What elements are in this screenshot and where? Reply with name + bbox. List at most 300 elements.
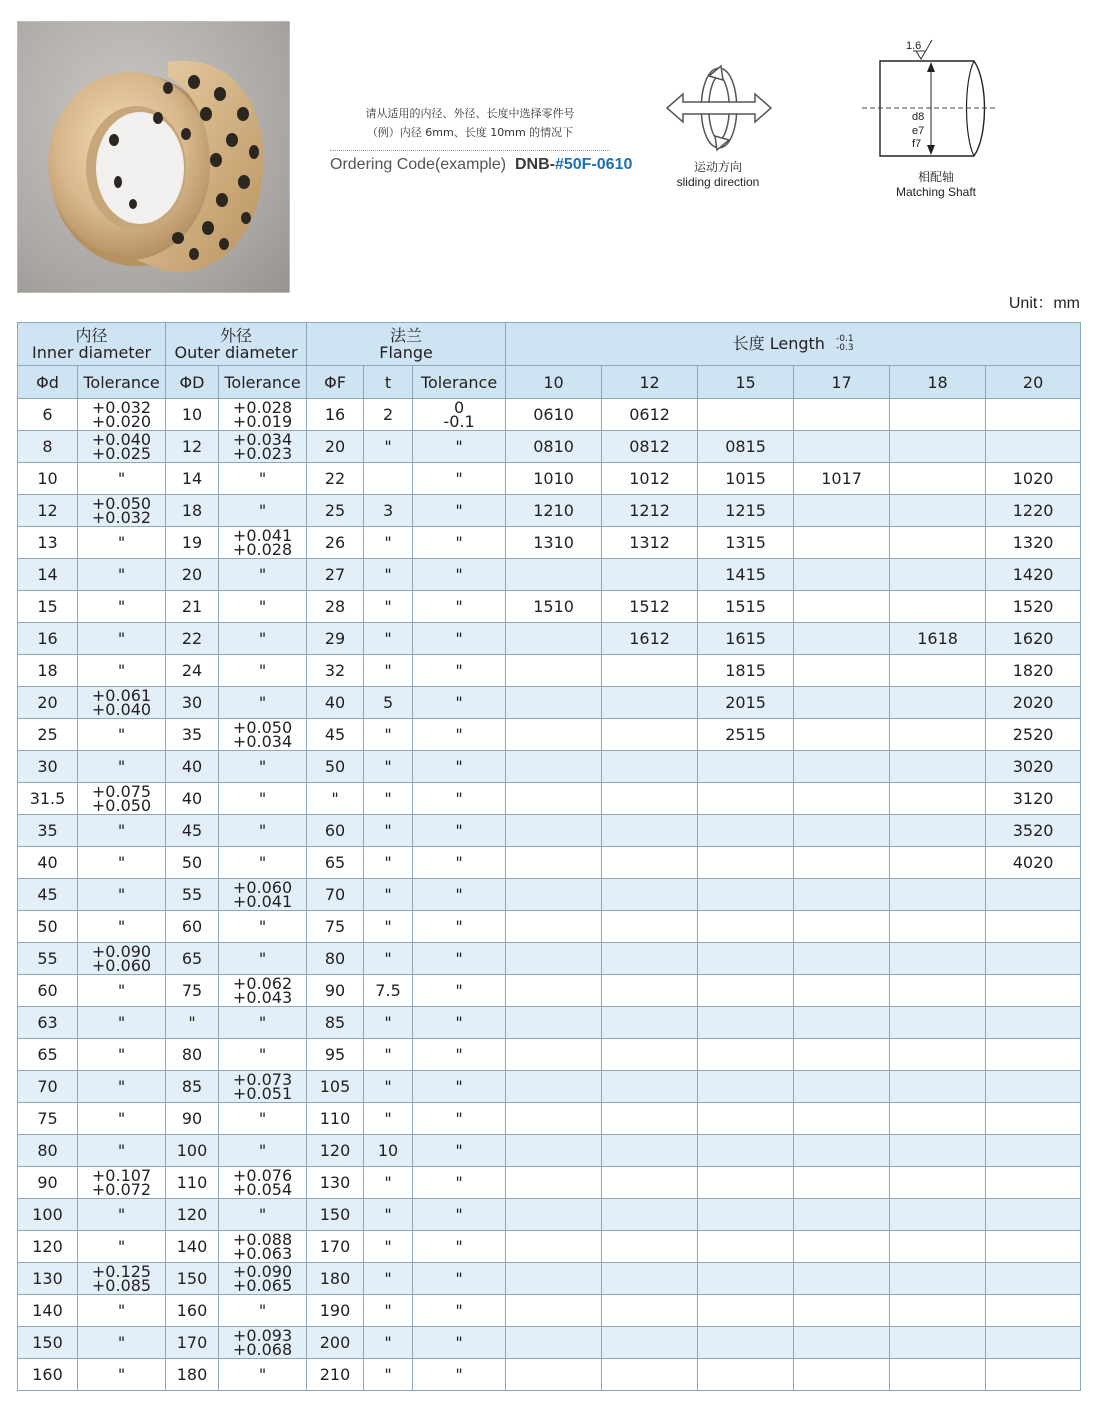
part-number-cell: 1212 — [602, 495, 698, 527]
flange-tolerance-cell — [413, 495, 506, 527]
table-row — [18, 1263, 1081, 1295]
part-number-cell — [794, 559, 890, 591]
outer-tolerance-cell — [219, 1199, 307, 1231]
inner-tolerance-cell — [78, 655, 166, 687]
inner-diameter-cell: 30 — [18, 751, 78, 783]
part-number-cell — [602, 1167, 698, 1199]
flange-thickness-cell: " — [364, 431, 413, 463]
inner-tolerance-cell-value: " — [117, 629, 126, 648]
part-number-cell: 1420 — [986, 559, 1081, 591]
flange-thickness-cell: " — [364, 1295, 413, 1327]
part-number-cell — [698, 1135, 794, 1167]
part-number-cell — [506, 687, 602, 719]
part-number-cell — [602, 1199, 698, 1231]
inner-tolerance-cell-value: +0.090 — [91, 941, 152, 961]
inner-tolerance-cell-value: " — [117, 661, 126, 680]
outer-diameter-cell: 30 — [166, 687, 219, 719]
column-header: Tolerance — [219, 366, 307, 399]
flange-tolerance-cell-value: " — [455, 1013, 463, 1032]
flange-tolerance-cell-value: 0 — [453, 397, 465, 417]
outer-diameter-cell: 10 — [166, 399, 219, 431]
inner-tolerance-cell-value: " — [117, 1237, 126, 1256]
inner-tolerance-cell — [78, 751, 166, 783]
part-number-cell — [794, 1231, 890, 1263]
part-number-cell — [890, 687, 986, 719]
part-number-cell — [602, 1231, 698, 1263]
flange-diameter-cell: 25 — [307, 495, 364, 527]
outer-diameter-cell: 150 — [166, 1263, 219, 1295]
part-number-cell — [602, 911, 698, 943]
inner-tolerance-cell-value: +0.020 — [91, 411, 152, 431]
flange-tolerance-cell-value: " — [455, 1045, 463, 1064]
part-number-cell — [986, 431, 1081, 463]
roughness-value: 1.6 — [906, 40, 922, 52]
table-row — [18, 943, 1081, 975]
fit-f7: f7 — [912, 138, 922, 150]
inner-tolerance-cell-value: +0.032 — [91, 397, 152, 417]
flange-diameter-cell: 85 — [307, 1007, 364, 1039]
inner-tolerance-cell — [78, 559, 166, 591]
part-number-cell — [506, 783, 602, 815]
part-number-cell — [890, 431, 986, 463]
part-number-cell — [698, 399, 794, 431]
part-number-cell: 2515 — [698, 719, 794, 751]
flange-tolerance-cell — [413, 1071, 506, 1103]
outer-tolerance-cell-value: " — [258, 1365, 267, 1384]
outer-tolerance-cell-value: " — [258, 1013, 267, 1032]
part-number-cell — [890, 1103, 986, 1135]
part-number-cell: 1020 — [986, 463, 1081, 495]
flange-tolerance-cell — [413, 463, 506, 495]
table-row — [18, 1327, 1081, 1359]
part-number-cell: 1510 — [506, 591, 602, 623]
outer-tolerance-cell-value: +0.028 — [232, 397, 293, 417]
flange-tolerance-cell-value: " — [455, 597, 463, 616]
part-number-cell — [890, 655, 986, 687]
inner-tolerance-cell-value: " — [117, 1077, 126, 1096]
flange-thickness-cell: " — [364, 1231, 413, 1263]
flange-diameter-cell: 32 — [307, 655, 364, 687]
outer-diameter-cell: 180 — [166, 1359, 219, 1391]
inner-diameter-cell: 90 — [18, 1167, 78, 1199]
part-number-cell: 1012 — [602, 463, 698, 495]
inner-tolerance-cell-value: " — [117, 1333, 126, 1352]
inner-tolerance-cell-value: +0.061 — [91, 685, 152, 705]
outer-tolerance-cell — [219, 623, 307, 655]
part-number-cell: 0815 — [698, 431, 794, 463]
part-number-cell — [506, 623, 602, 655]
outer-tolerance-cell — [219, 1263, 307, 1295]
inner-tolerance-cell-value: " — [117, 1109, 126, 1128]
outer-tolerance-cell-value: +0.023 — [232, 443, 293, 463]
outer-tolerance-cell — [219, 1327, 307, 1359]
flange-thickness-cell: 3 — [364, 495, 413, 527]
part-number-cell: 1615 — [698, 623, 794, 655]
part-number-cell — [506, 1263, 602, 1295]
inner-tolerance-cell-value: +0.040 — [91, 429, 152, 449]
inner-diameter-cell: 18 — [18, 655, 78, 687]
part-number-cell — [602, 1135, 698, 1167]
outer-tolerance-cell — [219, 783, 307, 815]
table-row — [18, 1103, 1081, 1135]
outer-diameter-cell: 120 — [166, 1199, 219, 1231]
matching-shaft-caption — [856, 170, 1016, 200]
outer-diameter-cell: 14 — [166, 463, 219, 495]
flange-tolerance-cell — [413, 527, 506, 559]
outer-tolerance-cell — [219, 975, 307, 1007]
part-number-cell: 1010 — [506, 463, 602, 495]
part-number-cell — [506, 1295, 602, 1327]
outer-tolerance-cell-value: +0.041 — [232, 891, 293, 911]
flange-tolerance-cell — [413, 975, 506, 1007]
column-header: ΦD — [166, 366, 219, 399]
part-number-cell — [794, 591, 890, 623]
outer-tolerance-cell-value: " — [258, 949, 267, 968]
flange-thickness-cell: " — [364, 943, 413, 975]
part-number-cell — [506, 1231, 602, 1263]
outer-diameter-cell: 45 — [166, 815, 219, 847]
inner-tolerance-cell — [78, 815, 166, 847]
part-number-cell: 1820 — [986, 655, 1081, 687]
part-number-cell — [890, 559, 986, 591]
outer-diameter-cell: 21 — [166, 591, 219, 623]
part-number-cell — [986, 1039, 1081, 1071]
part-number-cell — [890, 879, 986, 911]
inner-diameter-cell: 75 — [18, 1103, 78, 1135]
outer-tolerance-cell — [219, 1007, 307, 1039]
inner-tolerance-cell-value: +0.025 — [91, 443, 152, 463]
outer-diameter-cell: 40 — [166, 751, 219, 783]
flange-tolerance-cell — [413, 815, 506, 847]
outer-tolerance-cell-value: +0.041 — [232, 525, 293, 545]
inner-tolerance-cell-value: " — [117, 1365, 126, 1384]
outer-tolerance-cell-value: " — [258, 1109, 267, 1128]
inner-tolerance-cell — [78, 911, 166, 943]
ordering-code-value: #50F-0610 — [554, 156, 633, 173]
flange-thickness-cell: " — [364, 751, 413, 783]
inner-tolerance-cell — [78, 1327, 166, 1359]
flange-tolerance-cell — [413, 687, 506, 719]
outer-tolerance-cell — [219, 719, 307, 751]
part-number-cell — [890, 815, 986, 847]
length-label: 长度 Length — [732, 333, 825, 353]
outer-diameter-cell: 12 — [166, 431, 219, 463]
matching-shaft — [856, 36, 1016, 199]
inner-diameter-cell: 35 — [18, 815, 78, 847]
part-number-cell — [794, 847, 890, 879]
matching-shaft-en: Matching Shaft — [895, 185, 977, 199]
inner-tolerance-cell-value: " — [117, 1141, 126, 1160]
outer-tolerance-cell — [219, 1039, 307, 1071]
part-number-cell — [794, 1007, 890, 1039]
part-number-cell — [698, 1327, 794, 1359]
inner-diameter-cell: 70 — [18, 1071, 78, 1103]
flange-tolerance-cell — [413, 431, 506, 463]
table-row — [18, 399, 1081, 431]
flange-tolerance-cell-value: " — [455, 1141, 463, 1160]
outer-tolerance-cell-value: " — [258, 597, 267, 616]
part-number-cell — [986, 1327, 1081, 1359]
outer-diameter-cell: 100 — [166, 1135, 219, 1167]
outer-diameter-cell: 35 — [166, 719, 219, 751]
part-number-cell: 1618 — [890, 623, 986, 655]
part-number-cell — [794, 527, 890, 559]
part-number-cell: 0812 — [602, 431, 698, 463]
inner-diameter-cell: 12 — [18, 495, 78, 527]
part-number-cell — [602, 1071, 698, 1103]
flange-diameter-cell: 50 — [307, 751, 364, 783]
inner-tolerance-cell-value: +0.125 — [91, 1261, 152, 1281]
inner-tolerance-cell — [78, 463, 166, 495]
flange-diameter-cell: 190 — [307, 1295, 364, 1327]
outer-tolerance-cell-value: " — [258, 501, 267, 520]
outer-tolerance-cell-value: " — [258, 789, 267, 808]
flange-thickness-cell: " — [364, 847, 413, 879]
inner-diameter-cell: 100 — [18, 1199, 78, 1231]
part-number-cell — [698, 1231, 794, 1263]
part-number-cell: 1015 — [698, 463, 794, 495]
flange-tolerance-cell — [413, 1039, 506, 1071]
column-header: Φd — [18, 366, 78, 399]
part-number-cell — [698, 911, 794, 943]
flange-diameter-cell: 29 — [307, 623, 364, 655]
inner-diameter-cell: 120 — [18, 1231, 78, 1263]
part-number-cell — [506, 559, 602, 591]
flange-diameter-cell: 45 — [307, 719, 364, 751]
part-number-cell — [794, 943, 890, 975]
flange-diameter-cell: 40 — [307, 687, 364, 719]
table-row — [18, 1359, 1081, 1391]
table-row — [18, 559, 1081, 591]
table-row — [18, 527, 1081, 559]
part-number-cell: 2015 — [698, 687, 794, 719]
outer-tolerance-cell-value: " — [258, 693, 267, 712]
inner-diameter-cell: 13 — [18, 527, 78, 559]
table-row — [18, 431, 1081, 463]
part-number-cell — [794, 751, 890, 783]
inner-tolerance-cell-value: " — [117, 821, 126, 840]
inner-tolerance-cell-value: " — [117, 757, 126, 776]
part-number-cell — [986, 1359, 1081, 1391]
part-number-cell — [890, 495, 986, 527]
flange-diameter-cell: 210 — [307, 1359, 364, 1391]
part-number-cell: 1620 — [986, 623, 1081, 655]
inner-tolerance-cell-value: +0.085 — [91, 1275, 152, 1295]
inner-diameter-cell: 31.5 — [18, 783, 78, 815]
part-number-cell: 1315 — [698, 527, 794, 559]
inner-tolerance-cell — [78, 1199, 166, 1231]
flange-tolerance-cell-value: " — [455, 1301, 463, 1320]
flange-tolerance-cell — [413, 719, 506, 751]
flange-tolerance-cell — [413, 1263, 506, 1295]
outer-diameter-header — [166, 323, 307, 366]
table-row — [18, 815, 1081, 847]
part-number-cell — [794, 1263, 890, 1295]
part-number-cell — [986, 399, 1081, 431]
outer-diameter-cell: 50 — [166, 847, 219, 879]
part-number-cell — [986, 1295, 1081, 1327]
flange-diameter-cell: 180 — [307, 1263, 364, 1295]
flange-tolerance-cell — [413, 655, 506, 687]
part-number-cell — [506, 1039, 602, 1071]
part-number-cell: 3120 — [986, 783, 1081, 815]
part-number-cell — [890, 1295, 986, 1327]
flange-tolerance-cell — [413, 1231, 506, 1263]
flange-diameter-cell: 20 — [307, 431, 364, 463]
inner-diameter-cell: 65 — [18, 1039, 78, 1071]
flange-tolerance-cell-value: " — [455, 1077, 463, 1096]
part-number-cell: 1210 — [506, 495, 602, 527]
outer-diameter-cell: 110 — [166, 1167, 219, 1199]
flange-diameter-cell: 105 — [307, 1071, 364, 1103]
flange-tolerance-cell — [413, 591, 506, 623]
flange-diameter-cell: 28 — [307, 591, 364, 623]
part-number-cell: 2020 — [986, 687, 1081, 719]
outer-diameter-en: Outer diameter — [174, 343, 298, 362]
inner-tolerance-cell — [78, 399, 166, 431]
part-number-cell — [794, 1167, 890, 1199]
part-number-cell — [602, 655, 698, 687]
part-number-cell — [986, 1007, 1081, 1039]
flange-tolerance-cell-value: " — [455, 501, 463, 520]
flange-diameter-cell: 16 — [307, 399, 364, 431]
flange-tolerance-cell-value: " — [455, 981, 463, 1000]
column-header: ΦF — [307, 366, 364, 399]
outer-diameter-cell: " — [166, 1007, 219, 1039]
length-header — [506, 323, 1081, 366]
inner-tolerance-cell — [78, 943, 166, 975]
flange-tolerance-cell-value: " — [455, 661, 463, 680]
outer-tolerance-cell — [219, 559, 307, 591]
part-number-cell — [986, 879, 1081, 911]
outer-tolerance-cell — [219, 943, 307, 975]
outer-diameter-cell: 22 — [166, 623, 219, 655]
inner-tolerance-cell — [78, 623, 166, 655]
inner-diameter-cell: 160 — [18, 1359, 78, 1391]
part-number-cell — [506, 1359, 602, 1391]
inner-tolerance-cell — [78, 1071, 166, 1103]
length-column-header: 15 — [698, 366, 794, 399]
sliding-direction-icon — [663, 58, 773, 160]
flange-thickness-cell: " — [364, 911, 413, 943]
table-row — [18, 1007, 1081, 1039]
part-number-cell — [602, 815, 698, 847]
part-number-cell — [794, 879, 890, 911]
part-number-cell — [602, 751, 698, 783]
part-number-cell — [602, 719, 698, 751]
part-number-cell: 1215 — [698, 495, 794, 527]
part-number-cell — [602, 1039, 698, 1071]
inner-diameter-cell: 40 — [18, 847, 78, 879]
part-number-cell — [890, 463, 986, 495]
inner-tolerance-cell — [78, 879, 166, 911]
inner-tolerance-cell — [78, 527, 166, 559]
outer-tolerance-cell-value: " — [258, 757, 267, 776]
inner-diameter-cell: 25 — [18, 719, 78, 751]
matching-shaft-cn: 相配轴 — [917, 170, 954, 184]
inner-tolerance-cell — [78, 431, 166, 463]
outer-tolerance-cell-value: " — [258, 661, 267, 680]
part-number-cell — [602, 687, 698, 719]
ordering-code — [330, 156, 633, 174]
flange-tolerance-cell-value: " — [455, 1333, 463, 1352]
table-row — [18, 463, 1081, 495]
flange-tolerance-cell — [413, 847, 506, 879]
part-number-cell — [602, 847, 698, 879]
divider — [330, 150, 610, 151]
inner-diameter-cell: 60 — [18, 975, 78, 1007]
outer-tolerance-cell-value: " — [258, 1301, 267, 1320]
flange-tolerance-cell-value: " — [455, 533, 463, 552]
column-header: Tolerance — [78, 366, 166, 399]
part-number-cell — [602, 943, 698, 975]
flange-tolerance-cell — [413, 879, 506, 911]
outer-diameter-cell: 170 — [166, 1327, 219, 1359]
outer-tolerance-cell — [219, 1295, 307, 1327]
sliding-direction — [652, 58, 784, 190]
flange-tolerance-cell — [413, 399, 506, 431]
part-number-cell — [794, 399, 890, 431]
flange-thickness-cell: " — [364, 719, 413, 751]
outer-tolerance-cell-value: " — [258, 565, 267, 584]
inner-tolerance-cell — [78, 719, 166, 751]
flange-thickness-cell: 5 — [364, 687, 413, 719]
outer-diameter-cell: 55 — [166, 879, 219, 911]
sliding-direction-cn: 运动方向 — [693, 160, 742, 174]
part-number-cell: 1815 — [698, 655, 794, 687]
part-number-cell — [602, 1359, 698, 1391]
part-number-cell — [698, 1167, 794, 1199]
flange-tolerance-cell — [413, 911, 506, 943]
part-number-cell — [506, 1135, 602, 1167]
table-row — [18, 655, 1081, 687]
part-number-cell — [890, 911, 986, 943]
inner-diameter-cell: 20 — [18, 687, 78, 719]
part-number-cell — [698, 783, 794, 815]
specification-rows — [18, 399, 1081, 1391]
outer-tolerance-cell — [219, 1167, 307, 1199]
outer-tolerance-cell — [219, 527, 307, 559]
inner-tolerance-cell — [78, 687, 166, 719]
flange-tolerance-cell-value: " — [455, 789, 463, 808]
part-number-cell — [602, 1327, 698, 1359]
part-number-cell — [506, 1327, 602, 1359]
part-number-cell — [890, 1135, 986, 1167]
part-number-cell — [794, 815, 890, 847]
part-number-cell: 1220 — [986, 495, 1081, 527]
part-number-cell — [890, 1359, 986, 1391]
outer-tolerance-cell — [219, 1071, 307, 1103]
part-number-cell — [794, 495, 890, 527]
flange-diameter-cell: 90 — [307, 975, 364, 1007]
flange-thickness-cell: " — [364, 1263, 413, 1295]
part-number-cell — [890, 719, 986, 751]
flange-thickness-cell: " — [364, 1007, 413, 1039]
part-number-cell — [698, 1103, 794, 1135]
part-number-cell — [602, 1263, 698, 1295]
outer-tolerance-cell — [219, 1135, 307, 1167]
outer-diameter-cell: 65 — [166, 943, 219, 975]
outer-tolerance-cell-value: " — [258, 1045, 267, 1064]
flange-tolerance-cell — [413, 1007, 506, 1039]
outer-tolerance-cell — [219, 911, 307, 943]
part-number-cell: 1520 — [986, 591, 1081, 623]
part-number-cell: 2520 — [986, 719, 1081, 751]
outer-tolerance-cell — [219, 1231, 307, 1263]
part-number-cell — [986, 1167, 1081, 1199]
inner-tolerance-cell-value: +0.060 — [91, 955, 152, 975]
outer-tolerance-cell — [219, 847, 307, 879]
